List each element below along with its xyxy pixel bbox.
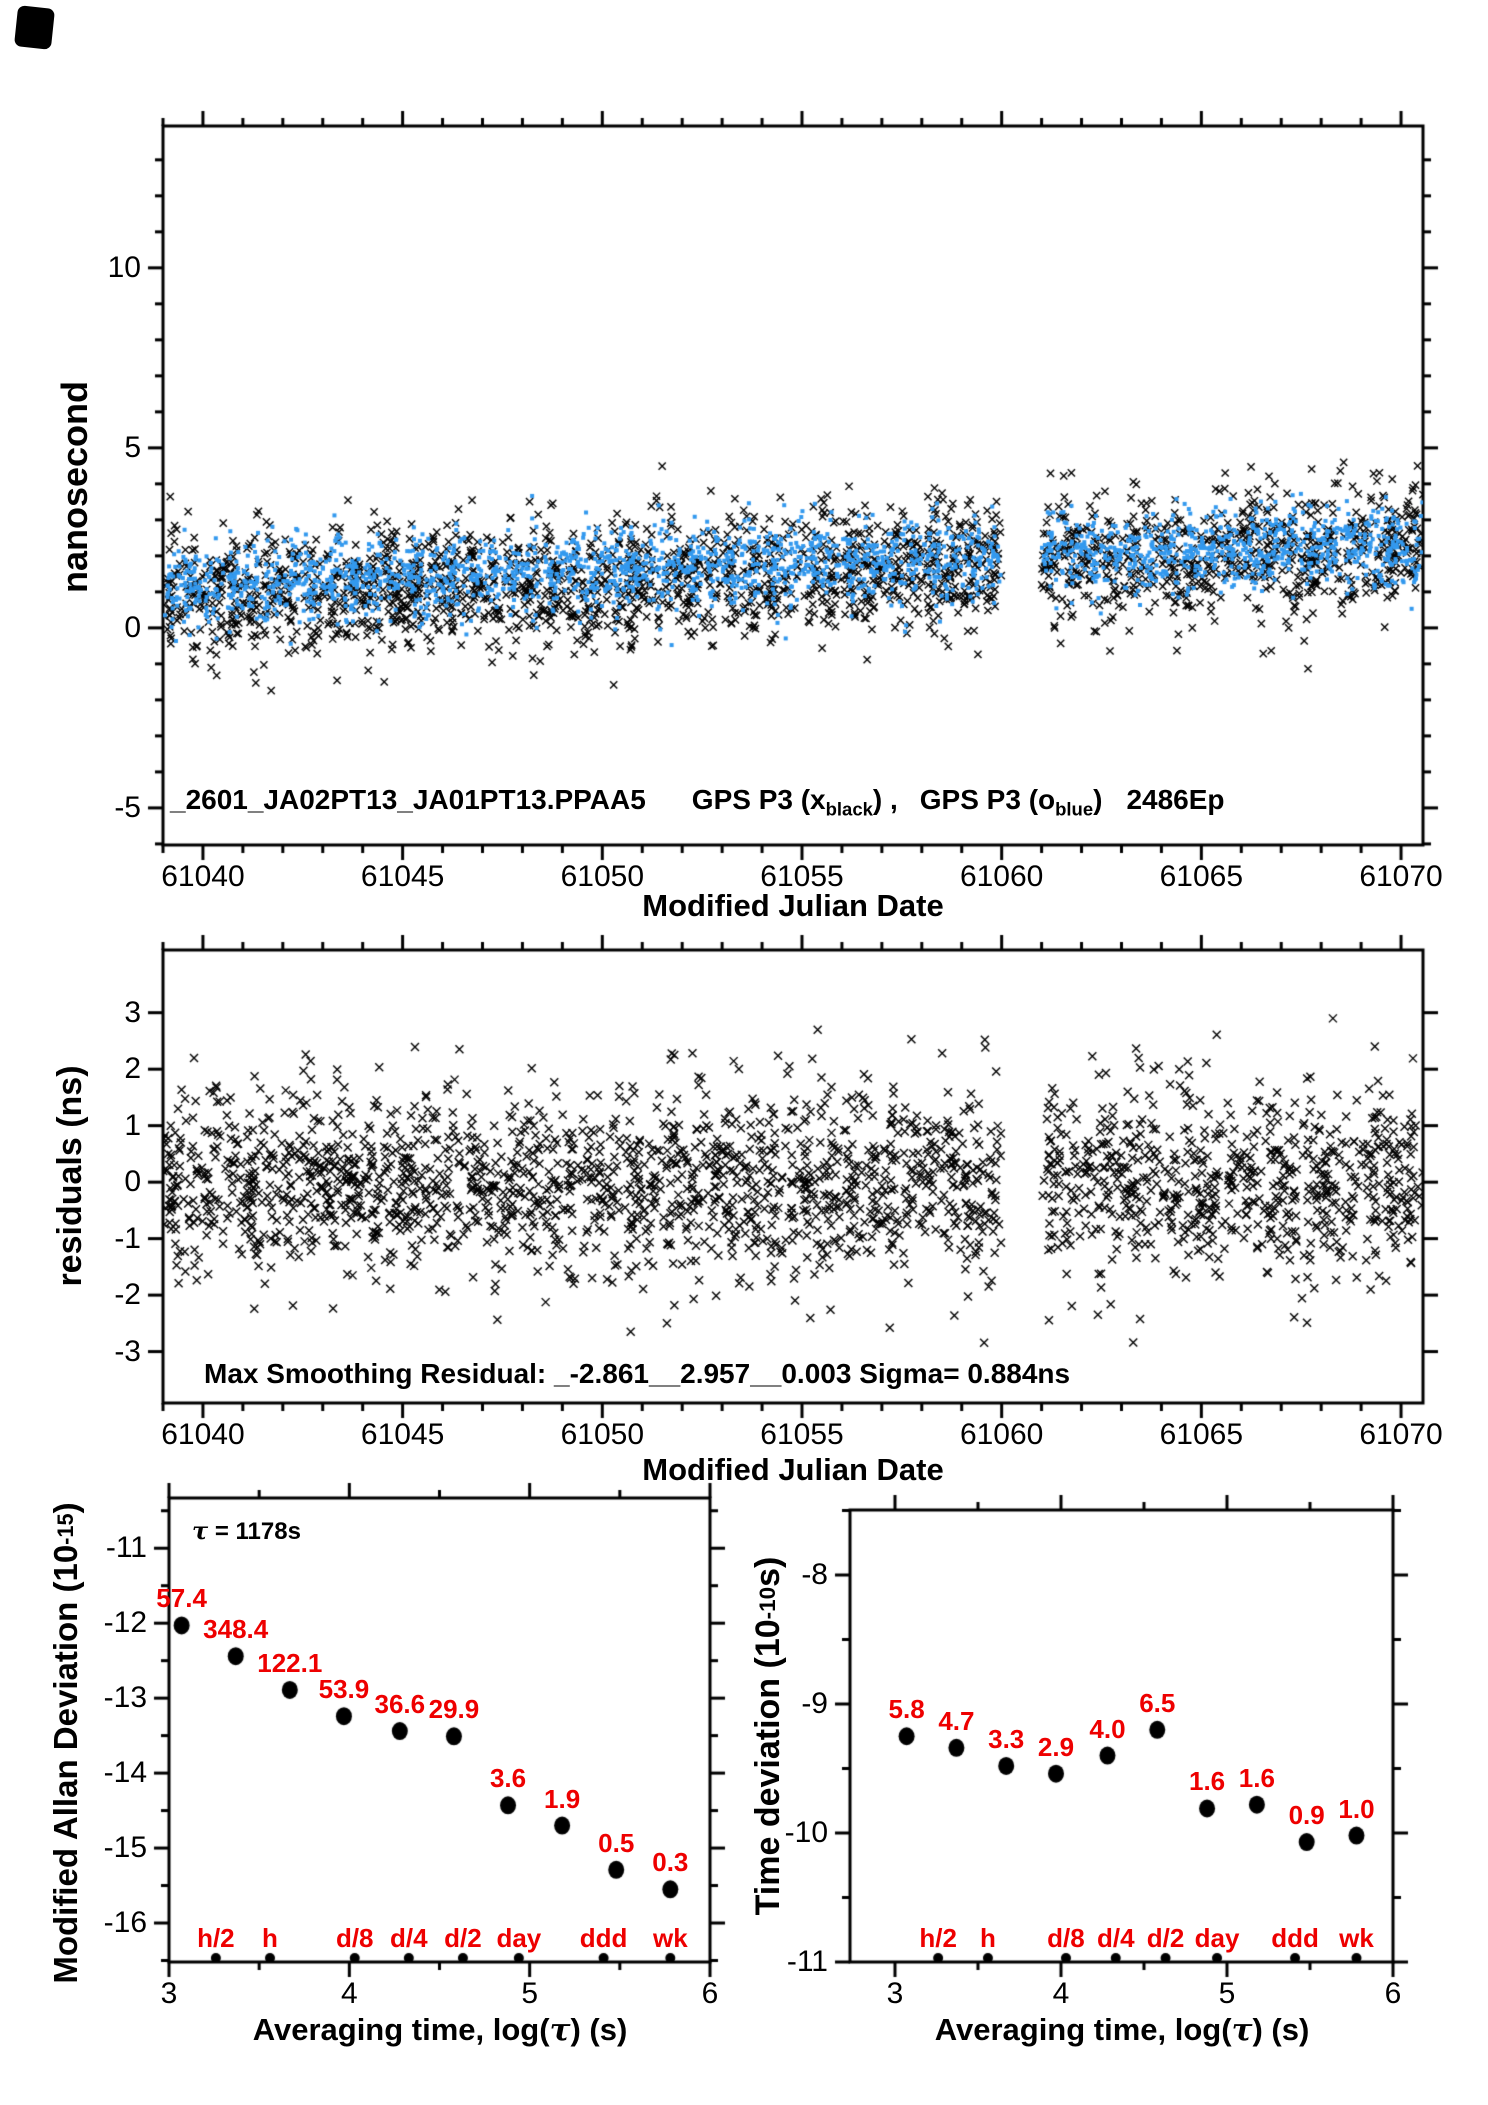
x-tick-label: 61040	[161, 860, 245, 893]
data-point-label: 5.8	[888, 1694, 925, 1725]
epoch-count: 2486Ep	[1126, 784, 1225, 815]
data-point-label: 0.5	[598, 1827, 635, 1858]
data-point-label: 1.6	[1238, 1762, 1275, 1793]
data-point-label: 122.1	[257, 1647, 323, 1678]
series1-label-pre: GPS P3 (x	[691, 784, 826, 815]
data-point-label: 3.6	[489, 1763, 527, 1794]
panel3-ylabel-post: )	[47, 1502, 84, 1514]
tau-mark-label: ddd	[1271, 1923, 1319, 1953]
panel3-xlabel-pre: Averaging time, log(	[252, 2012, 550, 2047]
x-tick-label: 3	[160, 1977, 178, 2010]
series2-label-post: )	[1093, 784, 1103, 815]
x-tick-label: 6	[1384, 1977, 1402, 2010]
panel3-ylabel-sup: -15	[53, 1513, 78, 1545]
tau-mark-label: ddd	[579, 1923, 628, 1953]
x-tick-label: 61065	[1159, 1418, 1244, 1451]
x-tick-label: 61050	[560, 860, 645, 893]
panel4-xlabel-tau: τ	[1231, 2012, 1253, 2048]
panel3-tau-annotation	[192, 1516, 301, 1546]
x-tick-label: 6	[701, 1977, 719, 2010]
panel3-xlabel-post: ) (s)	[570, 2012, 628, 2047]
y-tick-label: 2	[124, 1052, 141, 1086]
x-tick-label: 4	[1052, 1977, 1070, 2010]
y-tick-label: -16	[103, 1906, 147, 1940]
data-point-label: 1.0	[1338, 1793, 1375, 1824]
x-tick-label: 61050	[560, 1418, 645, 1451]
tau-mark-label: d/2	[444, 1923, 482, 1953]
data-point-label: 0.9	[1288, 1800, 1325, 1831]
data-point-label: 4.0	[1089, 1713, 1126, 1744]
data-point-label: 348.4	[203, 1614, 269, 1645]
y-tick-label: -12	[103, 1606, 147, 1640]
y-tick-label: -2	[114, 1278, 141, 1312]
data-point-label: 6.5	[1139, 1687, 1176, 1718]
y-tick-label: -14	[103, 1756, 147, 1790]
x-tick-label: 61060	[959, 1418, 1044, 1451]
tau-mark-label: wk	[652, 1923, 688, 1953]
tau-mark-label: d/4	[390, 1923, 428, 1953]
panel4-xlabel-pre: Averaging time, log(	[934, 2012, 1232, 2047]
x-tick-label: 5	[521, 1977, 538, 2010]
y-tick-label: 1	[124, 1108, 141, 1142]
panel4-ylabel-pre: Time deviation (10	[748, 1619, 787, 1916]
x-tick-label: 61055	[760, 860, 844, 893]
y-tick-label: -10	[784, 1816, 828, 1849]
panel4-ylabel-sup: -10	[755, 1586, 780, 1620]
x-tick-label: 5	[1218, 1977, 1236, 2010]
tau-mark-label: wk	[1339, 1923, 1374, 1953]
tau-mark-label: d/8	[1047, 1923, 1085, 1953]
x-tick-label: 61070	[1359, 1418, 1443, 1451]
tau-mark-label: h/2	[919, 1923, 957, 1953]
panel2-ylabel-text: residuals (ns)	[50, 1065, 89, 1287]
corner-ink-mark	[14, 5, 55, 50]
data-point-label: 2.9	[1037, 1731, 1075, 1762]
panel4-xlabel-post: ) (s)	[1252, 2012, 1310, 2047]
series2-label-pre: GPS P3 (o	[919, 784, 1056, 815]
data-point-label: 36.6	[374, 1689, 426, 1720]
data-point-label: 1.6	[1188, 1766, 1226, 1797]
x-tick-label: 61055	[760, 1418, 844, 1451]
y-tick-label: -11	[786, 1945, 828, 1978]
y-tick-label: 0	[124, 1165, 141, 1199]
tau-value: = 1178s	[208, 1518, 301, 1545]
y-tick-label: -15	[103, 1831, 147, 1865]
tau-mark-label: day	[1194, 1923, 1240, 1953]
tau-symbol: τ	[192, 1516, 209, 1545]
y-tick-label: 5	[124, 430, 141, 464]
panel4-ylabel-post: s)	[748, 1556, 787, 1587]
y-tick-label: 3	[124, 995, 141, 1029]
panel3-xlabel	[140, 2012, 740, 2048]
data-point-label: 3.3	[988, 1723, 1025, 1754]
y-tick-label: -9	[801, 1687, 828, 1720]
y-tick-label: 0	[124, 610, 141, 644]
panel1-ylabel-text: nanosecond	[54, 380, 95, 594]
panel4-xlabel	[822, 2012, 1422, 2048]
x-tick-label: 61045	[360, 860, 445, 893]
x-tick-label: 3	[886, 1977, 904, 2010]
data-point-label: 57.4	[156, 1583, 207, 1614]
data-point-label: 4.7	[938, 1705, 975, 1736]
x-tick-label: 61070	[1359, 860, 1443, 893]
y-tick-label: -8	[801, 1558, 828, 1591]
x-tick-label: 4	[340, 1977, 358, 2010]
data-point-label: 29.9	[428, 1694, 480, 1725]
panel3-xlabel-tau: τ	[549, 2012, 571, 2048]
tau-mark-label: h	[262, 1923, 278, 1953]
tau-mark-label: d/2	[1146, 1923, 1185, 1953]
data-point-label: 1.9	[544, 1783, 581, 1814]
tau-mark-label: day	[496, 1923, 542, 1953]
x-tick-label: 61045	[360, 1418, 445, 1451]
panel1-xlabel: Modified Julian Date	[642, 888, 944, 923]
tau-mark-label: h/2	[197, 1923, 235, 1953]
y-tick-label: -3	[114, 1334, 141, 1368]
tau-mark-label: d/8	[335, 1923, 374, 1953]
x-tick-label: 61060	[959, 860, 1044, 893]
series1-label-sub: black	[825, 798, 873, 820]
y-tick-label: -11	[105, 1531, 147, 1565]
x-tick-label: 61040	[161, 1418, 245, 1451]
x-tick-label: 61065	[1159, 860, 1244, 893]
panel3-ylabel-pre: Modified Allan Deviation (10	[47, 1544, 84, 1984]
y-tick-label: 10	[107, 250, 141, 284]
series2-label-sub: blue	[1055, 798, 1094, 820]
data-point-label: 53.9	[318, 1674, 370, 1705]
series1-label-post: ) ,	[872, 784, 898, 815]
panel2-annotation: Max Smoothing Residual: _-2.861__2.957__0.003 Sigma= 0.884ns	[204, 1358, 1071, 1389]
data-point-label: 0.3	[652, 1847, 689, 1878]
y-tick-label: -1	[114, 1221, 141, 1255]
panel1-title	[170, 784, 1225, 821]
tau-mark-label: d/4	[1096, 1923, 1135, 1953]
panel2-xlabel: Modified Julian Date	[642, 1452, 944, 1487]
y-tick-label: -13	[103, 1681, 147, 1715]
y-tick-label: -5	[114, 790, 141, 824]
title-filename: _2601_JA02PT13_JA01PT13.PPAA5	[170, 784, 646, 815]
tau-mark-label: h	[979, 1923, 996, 1953]
